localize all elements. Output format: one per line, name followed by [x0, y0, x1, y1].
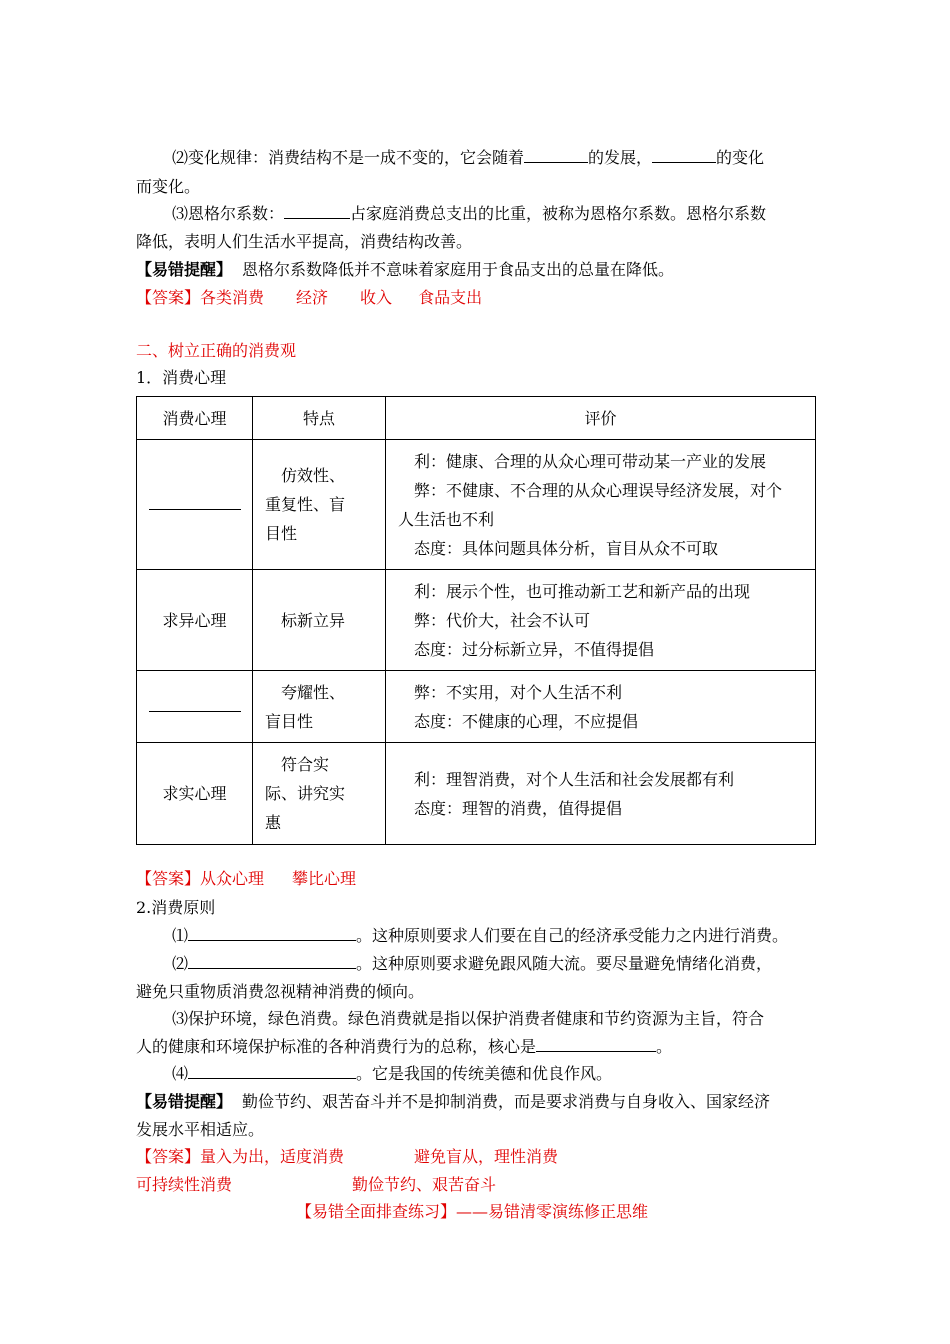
principle-4: ⑷ 。它是我国的传统美德和优良作风。 — [172, 1064, 613, 1083]
answer-line: 【答案】量入为出，适度消费 避免盲从，理性消费 — [136, 1147, 559, 1166]
fill-blank[interactable] — [652, 147, 716, 163]
answer-line: 【答案】从众心理 攀比心理 — [136, 869, 357, 888]
table-row — [137, 671, 816, 743]
paragraph-line: 发展水平相适应。 — [136, 1120, 265, 1139]
fill-blank[interactable] — [188, 1063, 356, 1079]
footer-title: 【易错全面排查练习】——易错清零演练修正思维 — [296, 1202, 649, 1221]
paragraph-change-rule: ⑵变化规律：消费结构不是一成不变的，它会随着 的发展， 的变化 — [172, 148, 765, 167]
eval-cell: 利：理智消费，对个人生活和社会发展都有利 态度：理智的消费，值得提倡 — [386, 743, 816, 845]
header-cell: 特点 — [253, 397, 386, 440]
fill-blank[interactable] — [188, 953, 356, 969]
fill-blank[interactable] — [284, 203, 350, 219]
section-heading: 二、树立正确的消费观 — [136, 341, 297, 360]
eval-cell: 利：健康、合理的从众心理可带动某一产业的发展 弊：不健康、不合理的从众心理误导经济发展，对个 人生活也不利 态度：具体问题具体分析，盲目从众不可取 — [386, 440, 816, 570]
paragraph-line: 降低，表明人们生活水平提高，消费结构改善。 — [136, 232, 473, 251]
consumption-psychology-table — [136, 396, 816, 845]
name-cell: 求实心理 — [137, 743, 253, 845]
eval-cell: 利：展示个性，也可推动新工艺和新产品的出现 弊：代价大，社会不认可 态度：过分标新立异，不值得提倡 — [386, 570, 816, 671]
fill-blank[interactable] — [149, 495, 241, 510]
header-cell: 消费心理 — [137, 397, 253, 440]
name-cell — [137, 671, 253, 743]
answer-line: 【答案】各类消费 经济 收入 食品支出 — [136, 288, 483, 307]
paragraph-engel: ⑶恩格尔系数： 占家庭消费总支出的比重，被称为恩格尔系数。恩格尔系数 — [172, 204, 767, 223]
principle-3: ⑶保护环境，绿色消费。绿色消费就是指以保护消费者健康和节约资源为主旨，符合 — [172, 1009, 765, 1028]
principle-2: ⑵ 。这种原则要求避免跟风随大流。要尽量避免情绪化消费， — [172, 954, 773, 973]
feature-cell: 仿效性、 重复性、盲 目性 — [253, 440, 386, 570]
fill-blank[interactable] — [188, 925, 356, 941]
eval-cell: 弊：不实用，对个人生活不利 态度：不健康的心理，不应提倡 — [386, 671, 816, 743]
answer-line: 可持续性消费 勤俭节约、艰苦奋斗 — [136, 1175, 497, 1194]
table-row — [137, 743, 816, 845]
name-cell — [137, 440, 253, 570]
feature-cell: 夸耀性、 盲目性 — [253, 671, 386, 743]
warning-note: 【易错提醒】 勤俭节约、艰苦奋斗并不是抑制消费，而是要求消费与自身收入、国家经济 — [136, 1092, 771, 1111]
subheading: 1．消费心理 — [136, 368, 227, 387]
fill-blank[interactable] — [149, 697, 241, 712]
fill-blank[interactable] — [524, 147, 588, 163]
principle-1: ⑴ 。这种原则要求人们要在自己的经济承受能力之内进行消费。 — [172, 926, 789, 945]
paragraph-line: 而变化。 — [136, 177, 201, 196]
table-row — [137, 570, 816, 671]
feature-cell: 标新立异 — [253, 570, 386, 671]
paragraph-line: 人的健康和环境保护标准的各种消费行为的总称，核心是 。 — [136, 1037, 673, 1056]
warning-note: 【易错提醒】 恩格尔系数降低并不意味着家庭用于食品支出的总量在降低。 — [136, 260, 675, 279]
feature-cell: 符合实 际、讲究实 惠 — [253, 743, 386, 845]
table-row — [137, 440, 816, 570]
subheading: 2.消费原则 — [136, 898, 216, 917]
table-header-row — [137, 397, 816, 440]
header-cell: 评价 — [386, 397, 816, 440]
paragraph-line: 避免只重物质消费忽视精神消费的倾向。 — [136, 982, 425, 1001]
name-cell: 求异心理 — [137, 570, 253, 671]
fill-blank[interactable] — [536, 1036, 656, 1052]
